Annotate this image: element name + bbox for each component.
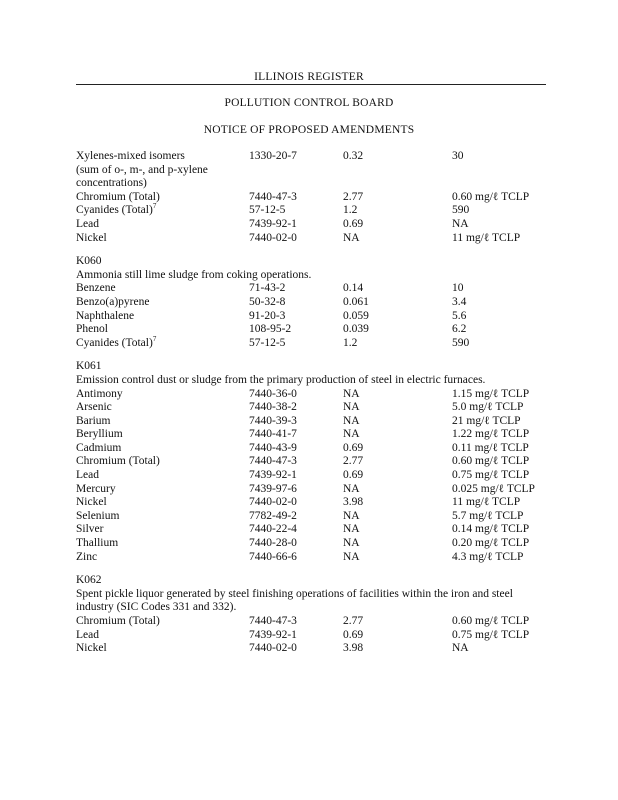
constituent-name <box>76 310 134 324</box>
constituent-name-text: Benzo(a)pyrene <box>76 295 150 308</box>
constituent-name <box>76 204 156 218</box>
cas-number <box>249 629 297 643</box>
table-row <box>76 388 556 402</box>
concentration-text: NA <box>343 401 360 414</box>
constituent-name <box>76 615 160 629</box>
register-title: ILLINOIS REGISTER <box>254 71 364 83</box>
constituent-name <box>76 642 107 656</box>
constituent-name-text: Chromium (Total) <box>76 455 160 468</box>
constituent-table-k060 <box>76 282 556 350</box>
cas-number-text: 1330-20-7 <box>249 150 297 162</box>
treatment-standard-text: 21 mg/ℓ TCLP <box>452 414 521 427</box>
treatment-standard <box>452 191 529 205</box>
cas-number-text: 91-20-3 <box>249 309 286 322</box>
treatment-standard <box>452 204 469 218</box>
constituent-name <box>76 232 107 246</box>
treatment-standard <box>452 337 469 351</box>
concentration-text: 2.77 <box>343 455 364 468</box>
constituent-name-text: Mercury <box>76 482 116 495</box>
treatment-standard <box>452 523 529 537</box>
treatment-standard <box>452 282 464 296</box>
constituent-name-text: Nickel <box>76 642 107 655</box>
constituent-name <box>76 296 149 310</box>
footnote-marker: 7 <box>152 334 157 343</box>
constituent-name <box>76 401 112 415</box>
cas-number <box>249 442 297 456</box>
table-row <box>76 483 556 497</box>
concentration-text: NA <box>343 509 360 522</box>
concentration-text: 0.69 <box>343 628 364 641</box>
constituent-name <box>76 334 157 351</box>
table-row <box>76 282 556 296</box>
table-row <box>76 401 556 415</box>
treatment-standard <box>452 537 529 551</box>
constituent-name <box>76 469 99 483</box>
treatment-standard <box>452 551 523 565</box>
constituent-name-text: Antimony <box>76 387 123 400</box>
cas-number <box>249 296 285 310</box>
table-row <box>76 442 556 456</box>
constituent-name-text: Benzene <box>76 282 116 295</box>
treatment-standard-text: 5.0 mg/ℓ TCLP <box>452 401 524 414</box>
treatment-standard <box>452 483 535 497</box>
constituent-name-text: Chromium (Total) <box>76 615 160 627</box>
concentration-text: 2.77 <box>343 190 364 203</box>
cas-number-text: 7440-02-0 <box>249 496 297 509</box>
table-row <box>76 323 556 337</box>
concentration <box>343 337 357 351</box>
constituent-name <box>76 191 160 205</box>
cas-number-text: 7439-92-1 <box>249 469 297 482</box>
concentration-text: NA <box>343 387 360 400</box>
constituent-name <box>76 428 123 442</box>
concentration <box>343 642 363 656</box>
constituent-name <box>76 510 119 524</box>
cas-number <box>249 551 297 565</box>
treatment-standard-text: 3.4 <box>452 295 467 308</box>
waste-code-k062: K062 <box>76 574 102 587</box>
treatment-standard-text: 10 <box>452 282 464 295</box>
continued-table <box>76 150 556 245</box>
constituent-name-text: Zinc <box>76 550 98 563</box>
constituent-name <box>76 164 208 178</box>
concentration-text: NA <box>343 414 360 427</box>
constituent-name <box>76 150 185 164</box>
treatment-standard <box>452 428 529 442</box>
table-row <box>76 150 556 164</box>
treatment-standard-text: 0.14 mg/ℓ TCLP <box>452 523 530 536</box>
concentration <box>343 232 360 246</box>
waste-code-k060: K060 <box>76 255 102 268</box>
concentration <box>343 388 360 402</box>
cas-number <box>249 455 297 469</box>
table-row <box>76 629 556 643</box>
waste-description-k060: Ammonia still lime sludge from coking operations. <box>76 268 312 281</box>
table-row <box>76 191 556 205</box>
cas-number-text: 7440-28-0 <box>249 537 297 550</box>
table-row <box>76 204 556 218</box>
constituent-name-text: Nickel <box>76 231 107 244</box>
concentration-text: NA <box>343 550 360 563</box>
constituent-name-text: Lead <box>76 628 99 641</box>
table-row <box>76 177 556 191</box>
treatment-standard <box>452 629 529 643</box>
treatment-standard <box>452 218 469 232</box>
concentration <box>343 323 369 337</box>
constituent-name-text: (sum of o-, m-, and p-xylene <box>76 163 208 176</box>
table-row <box>76 334 556 351</box>
constituent-name-text: Chromium (Total) <box>76 190 160 203</box>
concentration-text: 3.98 <box>343 496 364 509</box>
constituent-name-text: Lead <box>76 217 99 230</box>
cas-number-text: 57-12-5 <box>249 204 286 217</box>
table-row <box>76 455 556 469</box>
treatment-standard <box>452 232 520 246</box>
cas-number <box>249 310 285 324</box>
cas-number <box>249 523 297 537</box>
treatment-standard-text: 0.75 mg/ℓ TCLP <box>452 469 530 482</box>
constituent-name-text: concentrations) <box>76 177 147 190</box>
concentration <box>343 510 360 524</box>
concentration <box>343 615 363 629</box>
treatment-standard <box>452 469 529 483</box>
treatment-standard-text: 11 mg/ℓ TCLP <box>452 496 521 509</box>
cas-number <box>249 204 285 218</box>
cas-number-text: 7440-22-4 <box>249 523 297 536</box>
treatment-standard-text: 0.20 mg/ℓ TCLP <box>452 537 530 550</box>
constituent-name-text: Naphthalene <box>76 309 135 322</box>
cas-number-text: 7439-97-6 <box>249 482 297 495</box>
concentration-text: 0.69 <box>343 441 364 454</box>
cas-number <box>249 510 297 524</box>
concentration <box>343 537 360 551</box>
concentration <box>343 483 360 497</box>
cas-number <box>249 218 297 232</box>
cas-number-text: 7439-92-1 <box>249 217 297 230</box>
concentration <box>343 310 369 324</box>
treatment-standard-text: 0.75 mg/ℓ TCLP <box>452 628 530 641</box>
concentration <box>343 551 360 565</box>
constituent-name <box>76 415 111 429</box>
concentration <box>343 629 363 643</box>
concentration-text: NA <box>343 537 360 550</box>
cas-number <box>249 323 291 337</box>
constituent-name-text: Cadmium <box>76 441 122 454</box>
concentration-text: 2.77 <box>343 615 364 627</box>
constituent-name <box>76 483 116 497</box>
treatment-standard <box>452 323 466 337</box>
constituent-name-text: Phenol <box>76 323 108 336</box>
cas-number-text: 7439-92-1 <box>249 628 297 641</box>
cas-number <box>249 496 297 510</box>
concentration-text: 0.14 <box>343 282 364 295</box>
constituent-name-text: Arsenic <box>76 401 112 414</box>
concentration <box>343 523 360 537</box>
cas-number-text: 108-95-2 <box>249 323 292 336</box>
treatment-standard <box>452 642 469 656</box>
table-row <box>76 232 556 246</box>
constituent-name-text: Thallium <box>76 537 119 550</box>
constituent-name-text: Xylenes-mixed isomers <box>76 150 185 162</box>
concentration <box>343 218 363 232</box>
constituent-name <box>76 551 97 565</box>
treatment-standard-text: 0.11 mg/ℓ TCLP <box>452 441 529 454</box>
cas-number-text: 50-32-8 <box>249 295 286 308</box>
treatment-standard-text: 1.15 mg/ℓ TCLP <box>452 387 530 400</box>
concentration-text: 0.059 <box>343 309 369 322</box>
concentration-text: 0.69 <box>343 469 364 482</box>
treatment-standard-text: 5.7 mg/ℓ TCLP <box>452 509 524 522</box>
constituent-name-text: Lead <box>76 469 99 482</box>
treatment-standard <box>452 310 466 324</box>
board-title: POLLUTION CONTROL BOARD <box>224 97 394 109</box>
constituent-name <box>76 496 107 510</box>
treatment-standard-text: 0.025 mg/ℓ TCLP <box>452 482 535 495</box>
cas-number <box>249 337 285 351</box>
concentration <box>343 401 360 415</box>
constituent-name <box>76 218 99 232</box>
cas-number-text: 7440-66-6 <box>249 550 297 563</box>
constituent-name-text: Barium <box>76 414 111 427</box>
concentration-text: NA <box>343 231 360 244</box>
treatment-standard-text: 5.6 <box>452 309 467 322</box>
notice-title: NOTICE OF PROPOSED AMENDMENTS <box>203 124 415 136</box>
cas-number <box>249 428 297 442</box>
cas-number <box>249 232 297 246</box>
table-row <box>76 428 556 442</box>
cas-number <box>249 282 285 296</box>
treatment-standard-text: 0.60 mg/ℓ TCLP <box>452 455 530 468</box>
constituent-table-k062 <box>76 615 556 656</box>
cas-number-text: 7782-49-2 <box>249 509 297 522</box>
table-row <box>76 510 556 524</box>
treatment-standard-text: 30 <box>452 150 464 162</box>
cas-number-text: 7440-36-0 <box>249 387 297 400</box>
concentration <box>343 282 363 296</box>
treatment-standard-text: 590 <box>452 336 470 349</box>
constituent-name-text: Cyanides (Total) <box>76 336 153 349</box>
cas-number-text: 7440-39-3 <box>249 414 297 427</box>
treatment-standard <box>452 455 529 469</box>
treatment-standard-text: 1.22 mg/ℓ TCLP <box>452 428 530 441</box>
header-rule <box>76 84 546 85</box>
treatment-standard-text: 0.60 mg/ℓ TCLP <box>452 615 530 627</box>
table-row <box>76 615 556 629</box>
treatment-standard-text: 4.3 mg/ℓ TCLP <box>452 550 524 563</box>
treatment-standard-text: 590 <box>452 204 470 217</box>
cas-number-text: 7440-38-2 <box>249 401 297 414</box>
treatment-standard-text: NA <box>452 642 469 655</box>
cas-number-text: 7440-41-7 <box>249 428 297 441</box>
cas-number-text: 7440-02-0 <box>249 642 297 655</box>
cas-number-text: 71-43-2 <box>249 282 286 295</box>
constituent-name-text: Beryllium <box>76 428 123 441</box>
concentration <box>343 150 363 164</box>
concentration-text: 0.32 <box>343 150 364 162</box>
cas-number <box>249 388 297 402</box>
concentration <box>343 415 360 429</box>
cas-number-text: 7440-43-9 <box>249 441 297 454</box>
constituent-name-text: Nickel <box>76 496 107 509</box>
concentration-text: 0.061 <box>343 295 369 308</box>
waste-description-k062-line1: Spent pickle liquor generated by steel finishing operations of facilities within the iron and steel <box>76 587 513 600</box>
constituent-name <box>76 442 121 456</box>
table-row <box>76 496 556 510</box>
treatment-standard <box>452 496 520 510</box>
concentration-text: NA <box>343 523 360 536</box>
constituent-table-k061 <box>76 388 556 565</box>
table-row <box>76 537 556 551</box>
treatment-standard-text: NA <box>452 217 469 230</box>
cas-number-text: 7440-47-3 <box>249 190 297 203</box>
constituent-name <box>76 388 123 402</box>
constituent-name <box>76 523 103 537</box>
cas-number <box>249 415 297 429</box>
cas-number-text: 7440-47-3 <box>249 455 297 468</box>
concentration-text: 0.69 <box>343 217 364 230</box>
concentration-text: NA <box>343 428 360 441</box>
document-body <box>76 150 556 656</box>
cas-number <box>249 615 297 629</box>
treatment-standard <box>452 296 466 310</box>
treatment-standard <box>452 415 521 429</box>
cas-number-text: 7440-02-0 <box>249 231 297 244</box>
treatment-standard <box>452 401 523 415</box>
constituent-name <box>76 282 116 296</box>
treatment-standard <box>452 442 529 456</box>
table-row <box>76 415 556 429</box>
table-row <box>76 551 556 565</box>
treatment-standard-text: 11 mg/ℓ TCLP <box>452 231 521 244</box>
treatment-standard <box>452 388 529 402</box>
concentration <box>343 455 363 469</box>
treatment-standard-text: 6.2 <box>452 323 467 336</box>
constituent-name <box>76 323 108 337</box>
concentration <box>343 496 363 510</box>
treatment-standard-text: 0.60 mg/ℓ TCLP <box>452 190 530 203</box>
table-row <box>76 310 556 324</box>
table-row <box>76 218 556 232</box>
constituent-name <box>76 629 99 643</box>
treatment-standard <box>452 615 529 629</box>
cas-number <box>249 483 297 497</box>
waste-description-k061: Emission control dust or sludge from the primary production of steel in electric furnaces. <box>76 373 486 386</box>
concentration-text: 1.2 <box>343 204 358 217</box>
table-row <box>76 523 556 537</box>
waste-description-k062-line2: industry (SIC Codes 331 and 332). <box>76 601 237 614</box>
cas-number <box>249 537 297 551</box>
table-row <box>76 642 556 656</box>
constituent-name-text: Silver <box>76 523 104 536</box>
treatment-standard <box>452 150 464 164</box>
concentration <box>343 442 363 456</box>
constituent-name <box>76 177 147 191</box>
constituent-name-text: Cyanides (Total) <box>76 204 153 217</box>
concentration-text: NA <box>343 482 360 495</box>
concentration-text: 1.2 <box>343 336 358 349</box>
footnote-marker: 7 <box>152 202 157 211</box>
cas-number <box>249 191 297 205</box>
concentration <box>343 204 357 218</box>
cas-number <box>249 401 297 415</box>
table-row <box>76 164 556 178</box>
cas-number <box>249 150 297 164</box>
concentration <box>343 191 363 205</box>
constituent-name-text: Selenium <box>76 509 120 522</box>
concentration <box>343 428 360 442</box>
cas-number <box>249 642 297 656</box>
table-row <box>76 469 556 483</box>
constituent-name <box>76 455 160 469</box>
cas-number <box>249 469 297 483</box>
constituent-name <box>76 537 118 551</box>
table-row <box>76 296 556 310</box>
cas-number-text: 57-12-5 <box>249 336 286 349</box>
concentration-text: 3.98 <box>343 642 364 655</box>
treatment-standard <box>452 510 523 524</box>
concentration-text: 0.039 <box>343 323 369 336</box>
waste-code-k061: K061 <box>76 360 102 373</box>
concentration <box>343 296 369 310</box>
cas-number-text: 7440-47-3 <box>249 615 297 627</box>
concentration <box>343 469 363 483</box>
